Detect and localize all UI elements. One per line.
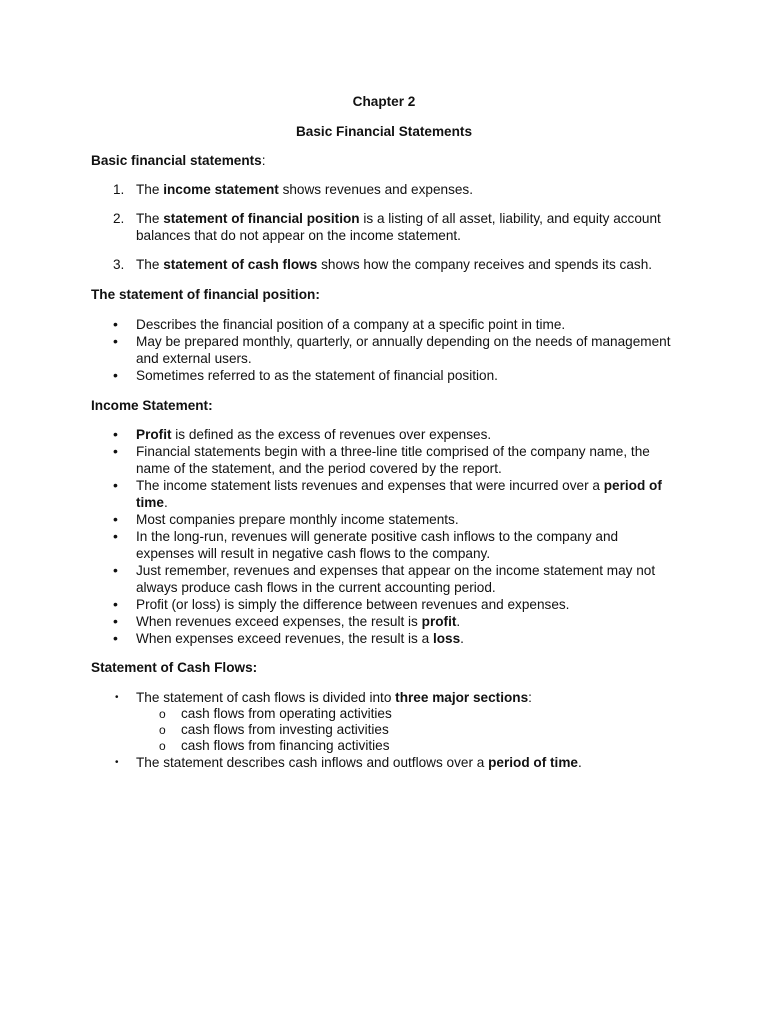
item-text: .	[456, 614, 461, 629]
item-text: .	[460, 631, 464, 646]
bullet-icon: •	[115, 692, 119, 703]
item-text: When revenues exceed expenses, the result is	[136, 614, 422, 629]
list-number: 1.	[113, 182, 125, 197]
list-item	[0, 528, 676, 562]
sub-list-item	[0, 706, 681, 722]
list-item	[0, 333, 676, 367]
item-text: The	[136, 257, 164, 272]
item-text: shows revenues and expenses.	[278, 182, 474, 197]
bullet-icon: •	[113, 613, 118, 629]
item-bold-text: statement of financial position	[163, 211, 360, 226]
bullet-icon: •	[113, 333, 118, 349]
chapter-label: Chapter 2	[352, 94, 416, 109]
item-text: May be prepared monthly, quarterly, or annually depending on the needs of management and external users.	[136, 334, 671, 366]
item-text: Financial statements begin with a three-line title comprised of the company name, the name of the statement, and the period covered by the report.	[136, 444, 650, 476]
section-heading-income-statement: Income Statement:	[91, 398, 213, 413]
item-bold-text: three major sections	[395, 690, 529, 705]
item-bold-text: Profit	[136, 427, 172, 442]
list-item	[0, 511, 676, 528]
item-text: Profit (or loss) is simply the difference between revenues and expenses.	[136, 597, 570, 612]
item-text: Sometimes referred to as the statement of financial position.	[136, 368, 498, 383]
list-item	[0, 316, 676, 333]
item-text: is a listing of all asset, liability, and equity account balances that do not appear on the income statement.	[136, 211, 661, 243]
list-item	[0, 613, 676, 630]
item-text: cash flows from operating activities	[181, 706, 392, 721]
item-text: Describes the financial position of a company at a specific point in time.	[136, 317, 566, 332]
bullet-icon: •	[115, 757, 119, 768]
list-item	[0, 630, 676, 647]
sub-bullet-icon: o	[159, 739, 166, 753]
item-bold-text: statement of cash flows	[163, 257, 318, 272]
item-text: .	[163, 495, 168, 510]
basic-statements-list	[0, 210, 768, 244]
sub-list-item	[0, 722, 681, 738]
basic-statements-list	[0, 181, 768, 198]
bullet-icon: •	[113, 596, 118, 612]
section-heading-cash-flows: Statement of Cash Flows:	[91, 660, 258, 675]
list-item	[0, 426, 676, 443]
list-item	[0, 477, 676, 511]
item-text: In the long-run, revenues will generate positive cash inflows to the company and expenses will result in negative cash flows to the company.	[136, 529, 619, 561]
item-text: cash flows from financing activities	[181, 738, 390, 753]
item-text: cash flows from investing activities	[181, 722, 389, 737]
list-item	[0, 367, 676, 384]
bullet-icon: •	[113, 477, 118, 493]
item-text: The income statement lists revenues and expenses that were incurred over a	[136, 478, 604, 493]
list-item	[0, 210, 676, 244]
list-item	[0, 596, 676, 613]
item-text: The	[136, 211, 164, 226]
section-heading-basic-statements	[91, 152, 768, 169]
item-bold-text: loss	[432, 631, 461, 646]
item-text: When expenses exceed revenues, the result is a	[136, 631, 433, 646]
list-item	[0, 443, 676, 477]
item-text: Just remember, revenues and expenses that appear on the income statement may not always produce cash flows in the current accounting period.	[136, 563, 656, 595]
item-text: Most companies prepare monthly income statements.	[136, 512, 459, 527]
income-statement-list	[0, 426, 768, 647]
bullet-icon: •	[113, 630, 118, 646]
cash-flows-list	[0, 689, 768, 771]
item-bold-text: period of time	[488, 755, 578, 770]
list-item	[0, 689, 676, 706]
bullet-icon: •	[113, 443, 118, 459]
item-bold-text: profit	[421, 614, 457, 629]
item-bold-text: income statement	[163, 182, 279, 197]
bullet-icon: •	[113, 528, 118, 544]
basic-statements-list	[0, 256, 768, 273]
list-item	[0, 754, 676, 771]
item-text: The statement of cash flows is divided into	[136, 690, 396, 705]
sub-bullet-icon: o	[159, 723, 166, 737]
item-text: shows how the company receives and spends its cash.	[317, 257, 653, 272]
item-text: :	[528, 690, 532, 705]
heading-suffix: :	[261, 153, 266, 168]
item-bold-text: period of time	[136, 478, 662, 510]
item-text: is defined as the excess of revenues over expenses.	[171, 427, 492, 442]
heading-text: Basic financial statements	[91, 153, 262, 168]
item-text: .	[577, 755, 582, 770]
list-item	[0, 256, 676, 273]
list-item	[0, 562, 676, 596]
bullet-icon: •	[113, 562, 118, 578]
sub-list-item	[0, 738, 681, 754]
bullet-icon: •	[113, 367, 118, 383]
document-title: Basic Financial Statements	[295, 124, 473, 139]
list-item	[0, 181, 676, 198]
financial-position-list	[0, 316, 768, 384]
list-number: 3.	[113, 257, 125, 272]
list-number: 2.	[113, 211, 125, 226]
bullet-icon: •	[113, 426, 118, 442]
sub-bullet-icon: o	[159, 707, 166, 721]
item-text: The	[136, 182, 164, 197]
bullet-icon: •	[113, 316, 118, 332]
bullet-icon: •	[113, 511, 118, 527]
section-heading-financial-position: The statement of financial position:	[91, 287, 320, 302]
item-text: The statement describes cash inflows and outflows over a	[136, 755, 489, 770]
